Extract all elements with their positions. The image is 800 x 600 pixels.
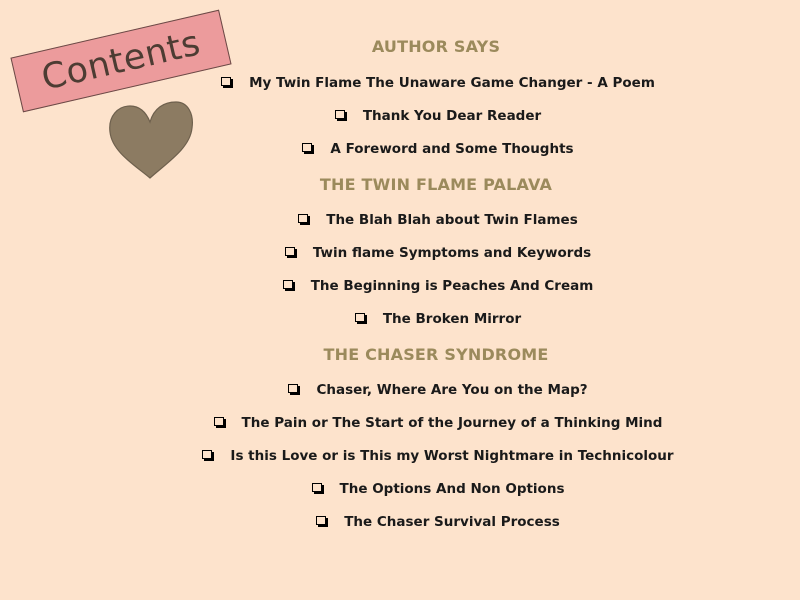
- toc-entry[interactable]: [0, 278, 800, 294]
- toc-entry[interactable]: [0, 311, 800, 327]
- checkbox-bullet-icon: [302, 143, 312, 152]
- toc-entry-label: The Chaser Survival Process: [344, 514, 560, 530]
- toc-entry-label: The Broken Mirror: [382, 311, 522, 327]
- checkbox-bullet-icon: [335, 110, 345, 119]
- toc-entry-label: Thank You Dear Reader: [362, 108, 542, 124]
- contents-title: Contents: [37, 23, 205, 99]
- toc-entry-label: Twin flame Symptoms and Keywords: [312, 245, 592, 261]
- section-heading-author-says: AUTHOR SAYS: [371, 37, 501, 56]
- toc-entry-label: The Options And Non Options: [339, 481, 565, 497]
- checkbox-bullet-icon: [283, 280, 293, 289]
- checkbox-bullet-icon: [214, 417, 224, 426]
- toc-entry[interactable]: [0, 212, 800, 228]
- toc-entry-label: Chaser, Where Are You on the Map?: [316, 382, 588, 398]
- checkbox-bullet-icon: [202, 450, 212, 459]
- toc-entry[interactable]: [0, 415, 800, 431]
- toc-entry[interactable]: [0, 382, 800, 398]
- checkbox-bullet-icon: [355, 313, 365, 322]
- toc-entry[interactable]: [0, 75, 800, 91]
- section-heading-twin-flame-palava: THE TWIN FLAME PALAVA: [319, 175, 553, 194]
- toc-entry-label: My Twin Flame The Unaware Game Changer - A Poem: [249, 75, 655, 91]
- toc-entry-label: The Pain or The Start of the Journey of a Thinking Mind: [241, 415, 663, 431]
- toc-entry[interactable]: [0, 514, 800, 530]
- checkbox-bullet-icon: [316, 516, 326, 525]
- checkbox-bullet-icon: [312, 483, 322, 492]
- toc-entry-label: A Foreword and Some Thoughts: [330, 141, 574, 157]
- toc-entry[interactable]: [0, 481, 800, 497]
- toc-entry-label: The Beginning is Peaches And Cream: [310, 278, 594, 294]
- checkbox-bullet-icon: [221, 77, 231, 86]
- checkbox-bullet-icon: [298, 214, 308, 223]
- toc-entry[interactable]: [0, 245, 800, 261]
- toc-entry[interactable]: [0, 108, 800, 124]
- toc-entry-label: Is this Love or is This my Worst Nightmare in Technicolour: [230, 448, 674, 464]
- section-heading-chaser-syndrome: THE CHASER SYNDROME: [323, 345, 549, 364]
- checkbox-bullet-icon: [288, 384, 298, 393]
- toc-entry-label: The Blah Blah about Twin Flames: [326, 212, 578, 228]
- checkbox-bullet-icon: [285, 247, 295, 256]
- toc-entry[interactable]: [0, 141, 800, 157]
- toc-entry[interactable]: [0, 448, 800, 464]
